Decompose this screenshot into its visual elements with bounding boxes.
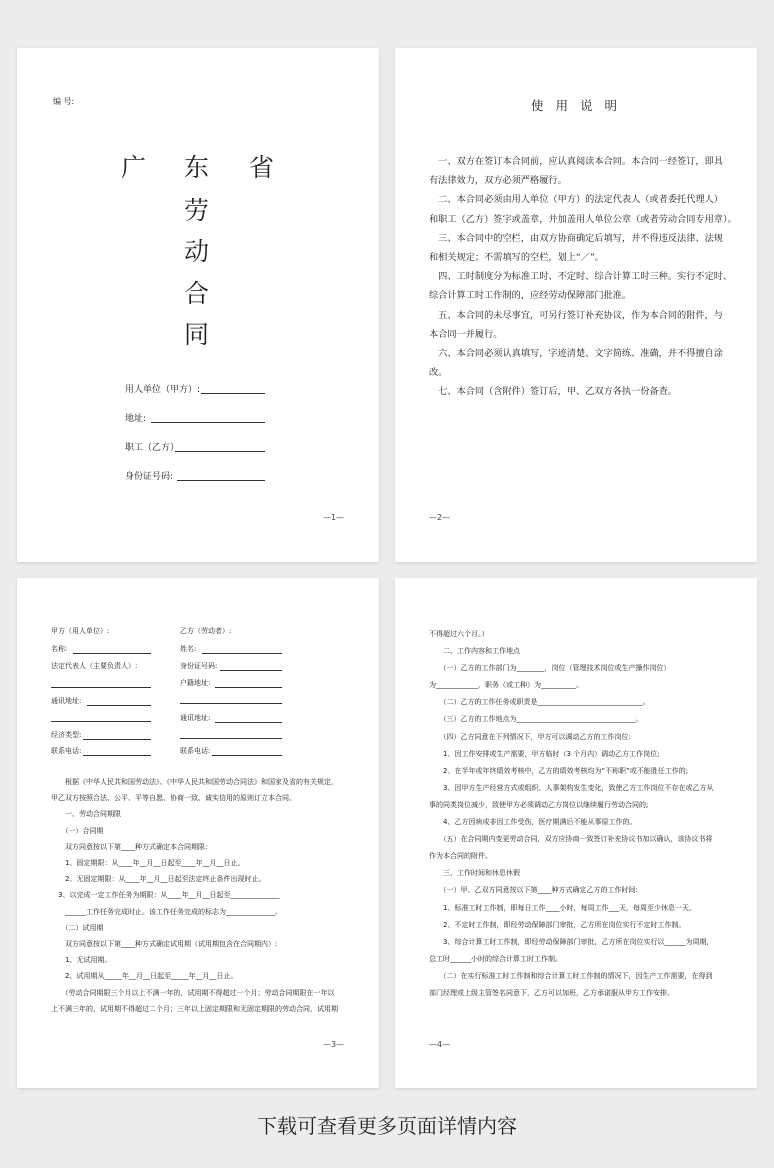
instructions-body — [429, 152, 737, 402]
text-line: 1、因工作安排或生产需要，甲方临时（3 个月内）调动乙方工作岗位; — [429, 749, 660, 758]
id-number-label: 身份证号码: — [125, 472, 174, 482]
party-a-address-label: 通讯地址: — [51, 697, 82, 705]
text-line: 双方同意按以下第____种方式确定本合同期限: — [51, 842, 208, 851]
legal-rep-label: 法定代表人（主要负责人）: — [51, 662, 138, 670]
text-line: 上不满三年的，试用期不得超过二个月；三年以上固定期限和无固定期限的劳动合同，试用期 — [51, 1004, 338, 1013]
blank-line[interactable] — [87, 705, 151, 706]
text-line: 二、本合同必须由用人单位（甲方）的法定代表人（或者委托代理人） — [429, 194, 723, 206]
instructions-title: 使 用 说 明 — [531, 98, 621, 113]
address-blank[interactable] — [151, 422, 265, 423]
text-line: （劳动合同期限三个月以上不满一年的，试用期不得超过一个月；劳动合同期限在一年以 — [51, 988, 335, 997]
page-number: —3— — [323, 1040, 345, 1049]
blank-line[interactable] — [51, 687, 151, 688]
party-b-address-label: 通讯地址: — [180, 714, 211, 722]
blank-line[interactable] — [215, 722, 282, 723]
text-line: 根据《中华人民共和国劳动法》、《中华人民共和国劳动合同法》和国家及省的有关规定， — [51, 778, 338, 786]
contract-body — [51, 774, 338, 1017]
blank-line[interactable] — [220, 670, 282, 671]
address-label: 地址: — [125, 414, 147, 424]
page-number: —1— — [323, 513, 345, 522]
contract-body — [429, 626, 713, 1002]
text-line: 综合计算工时工作制的，应经劳动保障部门批准。 — [429, 290, 632, 302]
text-line: 2、试用期从_____年__月__日起至_____年__月__日止。 — [51, 972, 238, 981]
page-1 — [17, 48, 379, 562]
text-line: （一）乙方的工作部门为________，岗位（管理技术岗位或生产操作岗位） — [429, 664, 671, 673]
title-char: 劳 — [184, 196, 210, 225]
text-line: （二）试用期 — [51, 923, 104, 932]
text-line: 3、综合计算工时工作制，即经劳动保障部门审批，乙方所在岗位实行以______为周期， — [429, 937, 714, 946]
text-line: 总工时______小时的综合计算工时工作制。 — [429, 954, 562, 963]
text-line: 一、双方在签订本合同前，应认真阅读本合同。本合同一经签订，即具 — [429, 156, 723, 167]
page-4 — [395, 578, 757, 1088]
text-line: 作为本合同的附件。 — [429, 852, 492, 861]
text-line: 甲乙双方按照合法、公平、平等自愿、协商一致、诚实信用的原则订立本合同。 — [51, 794, 296, 803]
text-line: 有法律效力，双方必须严格履行。 — [429, 175, 567, 187]
download-more-caption: 下载可查看更多页面详情内容 — [257, 1114, 517, 1138]
party-b-id-label: 身份证号码: — [180, 662, 218, 670]
blank-line[interactable] — [83, 755, 151, 756]
text-line: 不得超过六个月。） — [429, 630, 489, 638]
text-line: 1、无试用期。 — [51, 956, 112, 965]
blank-line[interactable] — [212, 755, 282, 756]
text-line: ______工作任务完成时止。该工作任务完成的标志为______________。 — [51, 907, 282, 916]
text-line: 3、因甲方生产经营方式或组织、人事架构发生变化，致使乙方工作岗位不存在或乙方从 — [429, 783, 714, 792]
blank-line[interactable] — [215, 687, 282, 688]
text-line: 事的同类岗位减少，致使甲方必须调动乙方岗位以继续履行劳动合同的; — [429, 800, 649, 809]
text-line: 四、工时制度分为标准工时、不定时、综合计算工时三种。实行不定时、 — [429, 271, 733, 283]
text-line: 和相关规定；不需填写的空栏，划上“／”。 — [429, 252, 604, 264]
text-line: 为____________，职务（或工种）为__________。 — [429, 681, 583, 690]
party-b-heading: 乙方（劳动者）: — [180, 627, 232, 635]
text-line: （三）乙方的工作地点为__________________________________。 — [429, 715, 643, 724]
text-line: 本合同一并履行。 — [429, 328, 503, 340]
text-line: （二）在实行标准工时工作制和综合计算工时工作制的情况下，因生产工作需要，在得到 — [429, 971, 713, 980]
text-line: 1、标准工时工作制，即每日工作____小时，每周工作___天，每周至少休息一天。 — [429, 903, 696, 912]
party-a-heading: 甲方（用人单位）: — [51, 627, 110, 635]
text-line: 2、在半年或年终绩效考核中，乙方的绩效考核均为“不称职”或不能胜任工作的; — [429, 766, 689, 775]
text-line: 部门经理或上级主管签名同意下，乙方可以加班，乙方承诺服从甲方工作安排。 — [429, 988, 674, 997]
employer-blank[interactable] — [201, 393, 265, 394]
text-line: 一、劳动合同期限 — [51, 810, 121, 819]
economic-type-label: 经济类型: — [51, 731, 82, 739]
employee-label: 职工（乙方） — [125, 443, 180, 453]
employee-blank[interactable] — [175, 451, 265, 452]
text-line: （四）乙方同意在下列情况下，甲方可以调动乙方的工作岗位: — [429, 732, 631, 741]
party-a-name-label: 名称: — [51, 645, 68, 653]
blank-line[interactable] — [73, 653, 151, 654]
employer-label: 用人单位（甲方）: — [125, 385, 201, 395]
title-char: 同 — [184, 320, 210, 349]
blank-line[interactable] — [180, 703, 282, 704]
text-line: 三、本合同中的空栏，由双方协商确定后填写，并不得违反法律、法规 — [429, 232, 723, 244]
title-char: 广 — [121, 153, 147, 182]
blank-line[interactable] — [51, 721, 151, 722]
page-2 — [395, 48, 757, 562]
page-3 — [17, 578, 379, 1088]
text-line: （二）乙方的工作任务或职责是______________________________。 — [429, 698, 650, 707]
text-line: 3、以完成一定工作任务为期限：从____年__月__日起至______________ — [51, 891, 280, 900]
text-line: 改。 — [429, 367, 448, 379]
household-address-label: 户籍地址: — [180, 679, 211, 687]
text-line: （五）在合同期内变更劳动合同，双方应协商一致签订补充协议书加以确认，该协议书将 — [429, 835, 713, 844]
text-line: 五、本合同的未尽事宜，可另行签订补充协议，作为本合同的附件，与 — [429, 309, 723, 321]
text-line: 1、固定期限：从____年__月__日起至____年__月__日止。 — [51, 859, 245, 868]
contract-number-label: 编 号: — [53, 97, 75, 106]
text-line: 2、不定时工作制，即经劳动保障部门审批，乙方所在岗位实行不定时工作制。 — [429, 920, 686, 929]
title-char: 东 — [184, 153, 210, 182]
title-char: 合 — [184, 279, 210, 308]
text-line: 双方同意按以下第____种方式确定试用期（试用期包含在合同期内）: — [51, 940, 278, 949]
title-char: 动 — [184, 237, 210, 266]
text-line: 二、工作内容和工作地点 — [429, 647, 520, 656]
id-number-blank[interactable] — [177, 480, 265, 481]
page-number: —4— — [429, 1040, 451, 1049]
party-b-name-label: 姓名: — [180, 645, 197, 653]
text-line: 七、本合同（含附件）签订后，甲、乙双方各执一份备查。 — [429, 386, 678, 398]
text-line: 2、无固定期限：从____年__月__日起至法定终止条件出现时止。 — [51, 875, 266, 884]
text-line: 4、乙方因病或非因工作受伤，医疗期满后不能从事原工作的。 — [429, 818, 637, 827]
blank-line[interactable] — [180, 738, 282, 739]
title-char: 省 — [249, 153, 275, 182]
text-line: 三、工作时间和休息休假 — [429, 869, 520, 878]
blank-line[interactable] — [83, 739, 151, 740]
page-number: —2— — [429, 513, 451, 522]
text-line: 六、本合同必须认真填写，字迹清楚、文字简练、准确，并不得擅自涂 — [429, 348, 723, 360]
party-b-phone-label: 联系电话: — [180, 747, 211, 755]
blank-line[interactable] — [202, 653, 282, 654]
party-a-phone-label: 联系电话: — [51, 747, 82, 755]
text-line: （一）甲、乙双方同意按以下第____种方式确定乙方的工作时间: — [429, 886, 638, 895]
text-line: （一）合同期 — [51, 826, 104, 835]
text-line: 和职工（乙方）签字或盖章，并加盖用人单位公章（或者劳动合同专用章）。 — [429, 213, 737, 225]
